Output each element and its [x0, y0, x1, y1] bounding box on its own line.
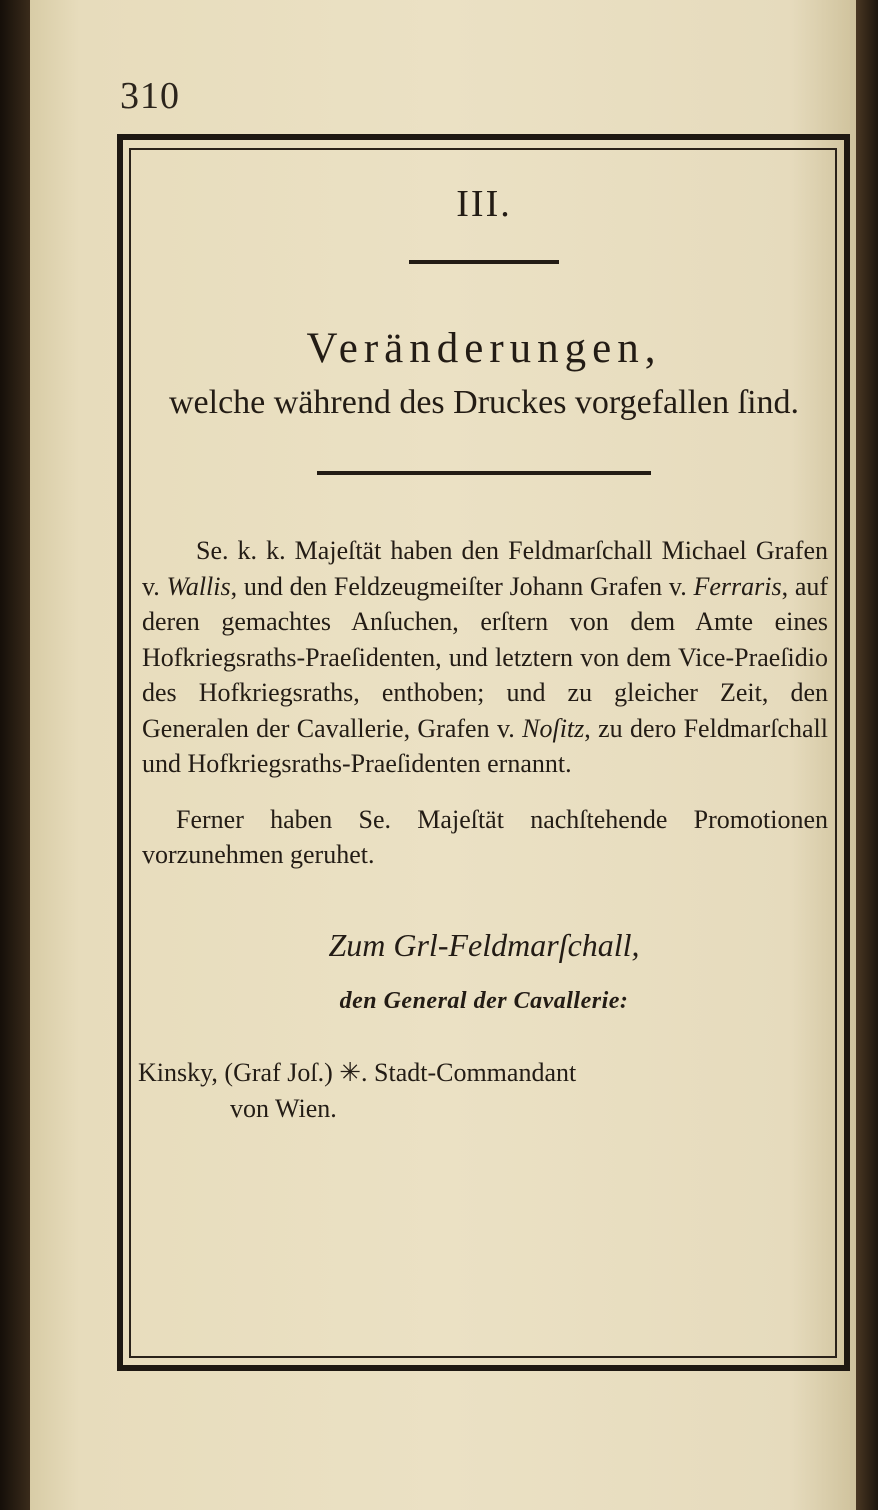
- paragraph-text: Se. k. k. Majeſtät haben den Feldmarſchall Michael Grafen v.: [142, 536, 828, 601]
- page-content: [134, 160, 834, 1127]
- person-name-nostitz: Noſitz: [522, 713, 585, 743]
- entry-line-2: von Wien.: [230, 1093, 337, 1123]
- paragraph-text: , und den Feldzeugmeiſter Johann Grafen v.: [230, 571, 687, 601]
- promotion-subtitle: den General der Cavallerie:: [339, 987, 629, 1014]
- section-heading: Veränderungen,: [306, 325, 662, 372]
- page-number: 310: [120, 75, 180, 117]
- section-numeral: III.: [456, 183, 512, 225]
- promotion-title: Zum Grl-Feldmarſchall,: [328, 926, 640, 963]
- scan-edge-left: [0, 0, 30, 1510]
- person-name-ferraris: Ferraris: [693, 571, 782, 601]
- paragraph-text: , auf deren gemachtes Anſuchen, erſtern von dem Amte eines Hofkriegsraths-Praeſidenten, und letztern von dem Vice-Praeſidio des Hofkriegsraths, enthoben; und zu gleicher Zeit, den Generalen der Cavallerie, Grafen v.: [142, 571, 829, 743]
- paragraph-appointments: [134, 533, 834, 782]
- promotion-entry: [134, 1055, 834, 1127]
- scan-edge-right: [856, 0, 878, 1510]
- short-divider-rule: [409, 260, 559, 264]
- entry-line-1: Kinsky, (Graf Joſ.) ✳. Stadt-Commandant: [138, 1057, 577, 1087]
- section-subheading: welche während des Druckes vorgefallen ſind.: [168, 384, 800, 421]
- paragraph-promotions-intro: Ferner haben Se. Majeſtät nachſtehende Promotionen vorzunehmen geruhet.: [142, 804, 828, 869]
- long-divider-rule: [317, 471, 651, 475]
- paragraph-text: , zu dero Feldmarſchall und Hofkriegsraths-Praeſidenten ernannt.: [142, 713, 828, 778]
- person-name-wallis: Wallis: [166, 571, 231, 601]
